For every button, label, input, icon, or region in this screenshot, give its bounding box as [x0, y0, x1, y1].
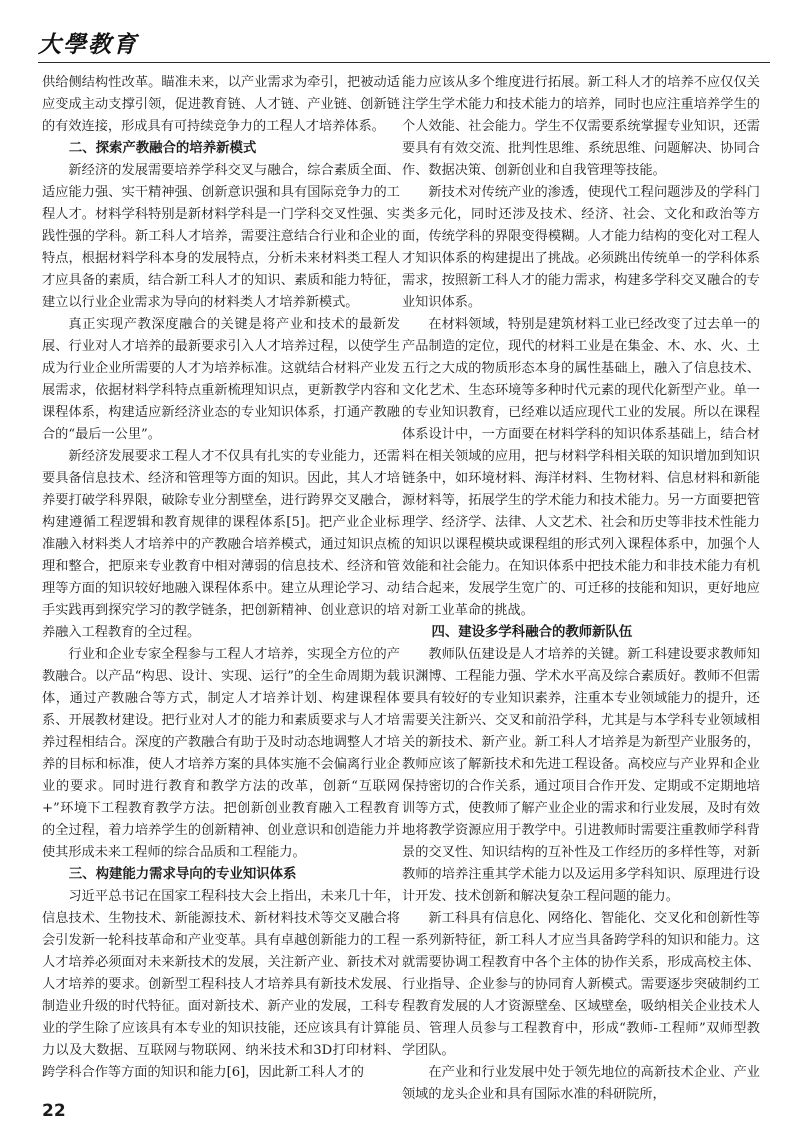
right-column [402, 72, 760, 1106]
page-number: 22 [42, 1101, 66, 1121]
body-paragraph: 习近平总书记在国家工程科技大会上指出，未来几十年，信息技术、生物技术、新能源技术、新材料技术等交叉融合将会引发新一轮科技革命和产业变革。具有卓越创新能力的工程人才培养必须面对未来新技术的发展，关注新产业、新技术对人才培养的要求。创新型工程科技人才培养具有新技术发展、制造业升级的时代特征。面对新技术、新产业的发展，工科专业的学生除了应该具有本专业的知识技能，还应该具有计算能力以及大数据、互联网与物联网、纳米技术和3D打印材料、跨学科合作等方面的知识和能力[6]，因此新工科人才的 [42, 889, 400, 1080]
body-paragraph: 在产业和行业发展中处于领先地位的高新技术企业、产业领域的龙头企业和具有国际水准的科研院所， [402, 1065, 760, 1102]
body-paragraph: 供给侧结构性改革。瞄准未来，以产业需求为牵引，把被动适应变成主动支撑引领，促进教育链、人才链、产业链、创新链的有效连接，形成具有可持续竞争力的工程人才培养体系。 [42, 75, 400, 134]
body-paragraph: 新经济发展要求工程人才不仅具有扎实的专业能力，还需要具备信息技术、经济和管理等方面的知识。因此，其人才培养要打破学科界限，破除专业分割壁垒，进行跨界交叉融合，构建遵循工程逻辑和教育规律的课程体系[5]。把产业企业标准融入材料类人才培养中的产教融合培养模式，通过知识点梳理和整合，把原来专业教育中相对薄弱的信息技术、经济和管理等方面的知识较好地融入课程体系中。建立从理论学习、动手实践再到探究学习的教学链条，把创新精神、创业意识的培养融入工程教育的全过程。 [42, 449, 400, 640]
body-paragraph: 能力应该从多个维度进行拓展。新工科人才的培养不应仅仅关注学生学术能力和技术能力的培养，同时也应注重培养学生的个人效能、社会能力。学生不仅需要系统掌握专业知识，还需要具有有效交流、批判性思维、系统思维、问题解决、协同合作、数据决策、创新创业和自我管理等技能。 [402, 75, 760, 178]
header-rule [38, 62, 770, 63]
section-heading: 三、构建能力需求导向的专业知识体系 [68, 867, 297, 882]
body-paragraph: 教师队伍建设是人才培养的关键。新工科建设要求教师知识渊博、工程能力强、学术水平高及综合素质好。教师不但需要具有较好的专业知识素养，注重本专业领域能力的提升，还需要关注新兴、交叉和前沿学科，尤其是与本学科专业领域相关的新技术、新产业。新工科人才培养是为新型产业服务的，教师应该了解新技术和先进工程设备。高校应与产业界和企业保持密切的合作关系，通过项目合作开发、定期或不定期地培训等方式，使教师了解产业企业的需求和行业发展，及时有效地将教学资源应用于教学中。引进教师时需要注重教师学科背景的交叉性、知识结构的互补性及工作经历的多样性等，对新教师的培养注重其学术能力以及运用多学科知识、原理进行设计开发、技术创新和解决复杂工程问题的能力。 [402, 647, 760, 904]
body-paragraph: 新工科具有信息化、网络化、智能化、交叉化和创新性等一系列新特征，新工科人才应当具备跨学科的知识和能力。这就需要协调工程教育中各个主体的协作关系，形成高校主体、行业指导、企业参与的协同育人新模式。需要逐步突破制约工程教育发展的人才资源壁垒、区域壁垒，吸纳相关企业技术人员、管理人员参与工程教育中，形成“教师-工程师”双师型教学团队。 [402, 911, 760, 1058]
section-heading: 二、探索产教融合的培养新模式 [68, 141, 257, 156]
body-paragraph: 真正实现产教深度融合的关键是将产业和技术的最新发展、行业对人才培养的最新要求引入人才培养过程，以使学生成为行业企业所需要的人才为培养标准。这就结合材料产业发展需求，依据材料学科特点重新梳理知识点，更新教学内容和课程体系，构建适应新经济业态的专业知识体系，打通产教融合的“最后一公里”。 [42, 317, 400, 442]
journal-masthead: 大學教育 [38, 31, 138, 58]
section-heading: 四、建设多学科融合的教师新队伍 [431, 625, 633, 640]
body-paragraph: 新经济的发展需要培养学科交叉与融合，综合素质全面、适应能力强、实干精神强、创新意识强和具有国际竞争力的工程人才。材料学科特别是新材料学科是一门学科交叉性强、实践性强的学科。新工科人才培养，需要注意结合行业和企业的特点，根据材料学科本身的发展特点，分析未来材料类工程人才应具备的素质，结合新工科人才的知识、素质和能力特征，建立以行业企业需求为导向的材料类人才培养新模式。 [42, 163, 400, 310]
body-paragraph: 新技术对传统产业的渗透，使现代工程问题涉及的学科门类多元化，同时还涉及技术、经济、社会、文化和政治等方面，传统学科的界限变得模糊。人才能力结构的变化对工程人才知识体系的构建提出了挑战。必须跳出传统单一的学科体系需求，按照新工科人才的能力需求，构建多学科交叉融合的专业知识体系。 [402, 185, 760, 310]
body-paragraph: 行业和企业专家全程参与工程人才培养，实现全方位的产教融合。以产品“构思、设计、实现、运行”的全生命周期为载体，通过产教融合等方式，制定人才培养计划、构建课程体系、开展教材建设。把行业对人才的能力和素质要求与人才培养过程相结合。深度的产教融合有助于及时动态地调整人才培养的目标和标准，使人才培养方案的具体实施不会偏离行业企业的要求。同时进行教育和教学方法的改革，创新“互联网+”环境下工程教育教学方法。把创新创业教育融入工程教育的全过程，着力培养学生的创新精神、创业意识和创造能力并使其形成未来工程师的综合品质和工程能力。 [42, 647, 400, 860]
body-paragraph: 在材料领域，特别是建筑材料工业已经改变了过去单一的产品制造的定位，现代的材料工业是在集金、木、水、火、土五行之大成的物质形态本身的属性基础上，融入了信息技术、文化艺术、生态环境等多种时代元素的现代化新型产业。单一的专业知识教育，已经难以适应现代工业的发展。所以在课程体系设计中，一方面要在材料学科的知识体系基础上，结合材料在相关领域的应用，把与材料学科相关联的知识增加到知识链条中，如环境材料、海洋材料、生物材料、信息材料和新能源材料等，拓展学生的学术能力和技术能力。另一方面要把管理学、经济学、法律、人文艺术、社会和历史等非技术性能力的知识以课程模块或课程组的形式列入课程体系中，加强个人效能和社会能力。在知识体系中把技术能力和非技术能力有机结合起来，发展学生宽广的、可迁移的技能和知识，更好地应对新工业革命的挑战。 [402, 317, 760, 618]
left-column [42, 72, 400, 1084]
